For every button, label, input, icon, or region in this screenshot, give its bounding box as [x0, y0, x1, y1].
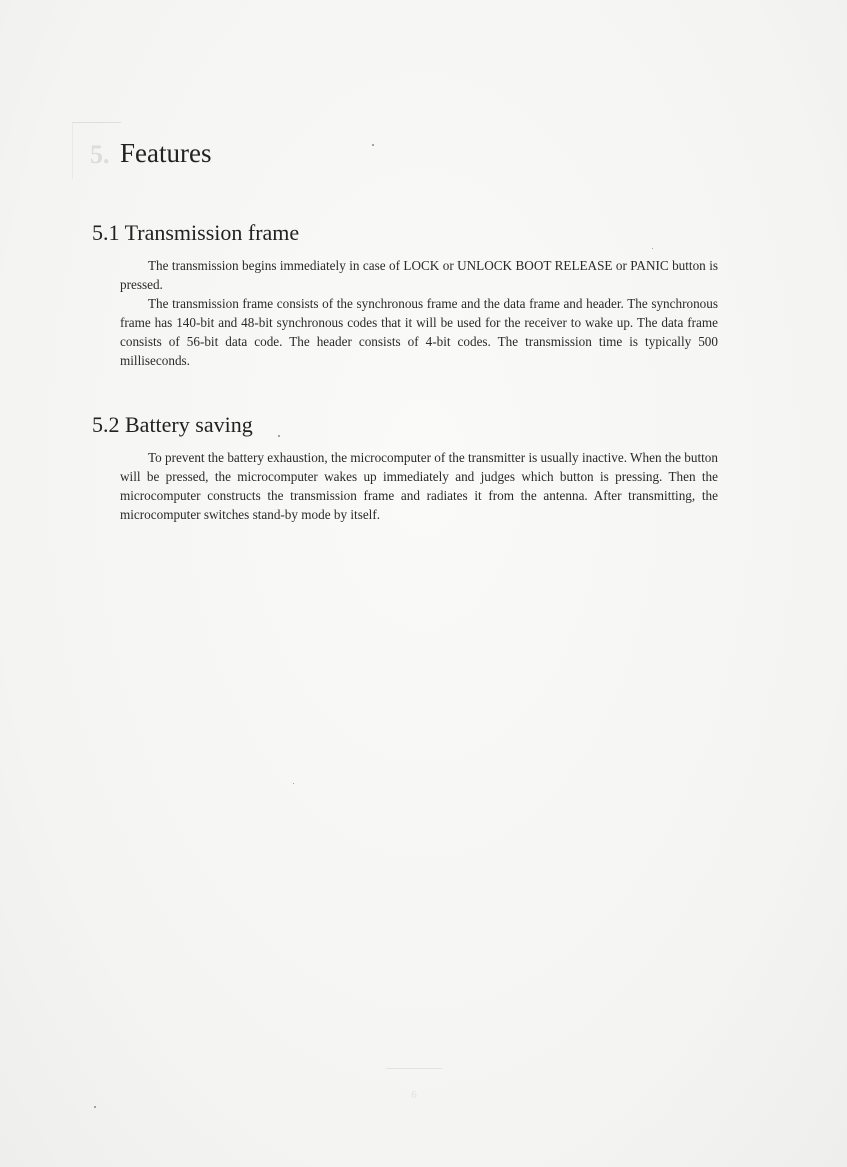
scan-speck	[652, 248, 653, 249]
section-heading-battery-saving: 5.2 Battery saving	[92, 412, 253, 437]
paragraph-battery-saving: To prevent the battery exhaustion, the microcomputer of the transmitter is usually inactive. When the button will be pressed, the microcomputer wakes up immediately and judges which button is pressing. Then the microcomputer constructs the transmission frame and radiates it from the antenna. After transmitting, the microcomputer switches stand-by mode by itself.	[120, 450, 718, 522]
paragraph-transmission-frame: The transmission frame consists of the synchronous frame and the data frame and header. The synchronous frame has 140-bit and 48-bit synchronous codes that it will be used for the receiver to wake up. The data frame consists of 56-bit data code. The header consists of 4-bit codes. The transmission time is typically 500 milliseconds.	[120, 296, 718, 368]
section-heading-transmission-frame: 5.1 Transmission frame	[92, 220, 300, 245]
paragraph-transmission-start: The transmission begins immediately in case of LOCK or UNLOCK BOOT RELEASE or PANIC button is pressed.	[120, 258, 718, 292]
scan-speck	[293, 783, 294, 784]
scan-speck	[94, 1106, 96, 1108]
chapter-title: Features	[120, 138, 212, 168]
scan-speck	[372, 144, 374, 146]
scan-speck	[278, 435, 280, 437]
chapter-number: 5.	[90, 140, 110, 169]
page-number: 6	[386, 1068, 442, 1121]
